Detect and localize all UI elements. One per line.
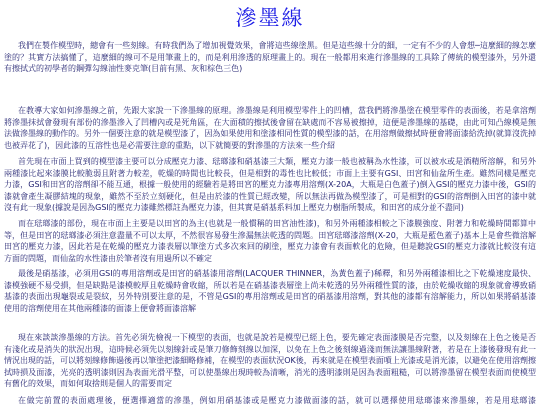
paragraph-intro: 我們在製作模型時，總會有一些刻線。有時我們為了增加視覺效果，會將這些線塗黑。但是這些線十分的細，一定有不少的人會想─這麼細的線怎麼塗的？其實方法搞懂了，這麼細的線可不是用筆畫上的，而是利用滲透的原理畫上的。現在一般都用來進行滲墨線的工具除了傳統的模型漆外，另外還有擦拭式的初學者的鋼彈勾線油性麥克筆(目前有黑、灰和棕色三色) [4,41,536,73]
paragraph-method: 現在來談談滲墨線的方法。首先必須先檢視一下模型的表面，也就是說若是模型已經上色，要先確定表面漆膜是否完整，以及刻線在上色之後是否有淺化或是消失的狀況出現，這時候必須先以刻線針或是筆刀修飾刻線以加深，以免在上色之後刻線過淺而無法讓墨線附著，若是在上漆後發現有此一情況出現的話，可以將刻線修飾過後再以筆塗把漆細略修補，在模型的表面狀況OK後，再來就是在模型表面噴上光漆或是消光漆，以避免在使用溶劑擦拭時損及面漆，光亮的透明漆則因為表面光滑平整，可以使墨線出現時較為清晰，消光的透明漆則是因為表面粗糙，可以將滲墨留在模型表面而使模型有舊化的效果，而如何取捨則是個人的需要而定 [4,333,536,388]
page-title: 滲墨線 [235,6,305,30]
paragraph-enamel-paint: 而在琺瑯漆的部份，現在市面上主要是以田宮的為主(也就是一般慣稱的田宮油性漆)，和另外兩種漆相較之下漆膜強度、附著力和乾燥時間都算中等，但是田宮的琺瑯漆必須注意盡量不可以太厚，不然很容易發生滲漏無法乾透的問題。田宮琺瑯漆溶劑(X-20，大瓶是藍色蓋子)基本上是會些微溶解田宮的壓克力漆，因此若是在乾燥的壓克力漆表層以筆塗方式多次來回的刷塗，壓克力漆會有表面軟化的危險，但是聽說GSI的壓克力漆就比較沒有這方面的問題，而仙盆的水性漆由於筆者沒有用過所以不確定 [4,219,536,263]
paragraph-choosing-wash: 在做完前置的表面處理後，便選擇適當的滲墨，例如用硝基漆或是壓克力漆做面漆的話，就可以選擇使用琺瑯漆來滲墨線，若是用琺瑯漆 [18,396,536,405]
paragraph-principle: 在教導大家如何滲墨線之前，先跟大家說一下滲墨線的原理。滲墨線是利用模型零件上的凹槽，當我們將滲墨塗在模型零件的表面後，若是拿溶劑將滲墨抹拭會發現有部份的滲墨滲入了凹槽內或是死角區，在大面積的擦拭後會留在缺處而不容易被擦掉，這便是滲墨線的基礎，由此可知凸線模是無法做滲墨線的動作的。另外一個要注意的就是模型漆了，因為如果使用和塗漆相同性質的模型漆的話，在用溶劑做擦拭時便會將面漆給洗掉(就算沒洗掉也被弄花了)，因此漆的互溶性也是必需要注意的重點，以下就簡要的對滲墨的方法來一些介紹 [4,106,536,150]
paragraph-lacquer-paint: 最後是硝基漆，必須用GSI的專用溶劑或是田宮的硝基漆用溶劑(LACQUER THINNER，為黃色蓋子)稀釋，和另外兩種漆相比之下乾燥速度最快、漆模強硬不易受損，但是缺點是漆模較厚且乾燥時會收縮，所以若是在硝基漆表層塗上尚未乾透的另外兩種性質的漆，由於乾燥收縮的現象就會導致硝基漆的表面出現龜裂或是裂紋，另外特別要注意的是，不管是GSI的專用溶劑或是田宮的硝基漆用溶劑，對其他的漆都有溶解能力，所以如果將硝基漆使用的溶劑使用在其他兩種漆的面漆上便會將面漆溶解 [4,269,536,313]
paragraph-acrylic-paint: 首先現在市面上買到的模型漆主要可以分成壓克力漆、琺瑯漆和硝基漆三大類，壓克力漆一般也被稱為水性漆，可以被水或是酒精所溶解，和另外兩種漆比起來漆膜比較脆弱且附著力較差，乾燥的時間也比較長，但是相對的毒性也比較低；市面上主要有GSI、田宮和仙盆所生產。雖然同樣是壓克力漆，GSI和田宮的溶劑卻不能互通，根據一般使用的經驗若是將田宮的壓克力漆專用溶劑(X-20A，大瓶是白色蓋子)倒入GSI的壓克力漆中後，GSI的漆就會產生凝膠結塊的現象，雖然不至於立刻硬化，但是由於漆的性質已經改變，所以無法再做為模型漆了，可是相對的GSI的溶劑倒入田宮的漆中就沒有此一現象(據說是因為GSI的壓克力漆雖然標註為壓克力漆，但其實是硝基系料加上壓克力樹脂所製成，和田宮的成分並不盡同) [4,157,536,212]
